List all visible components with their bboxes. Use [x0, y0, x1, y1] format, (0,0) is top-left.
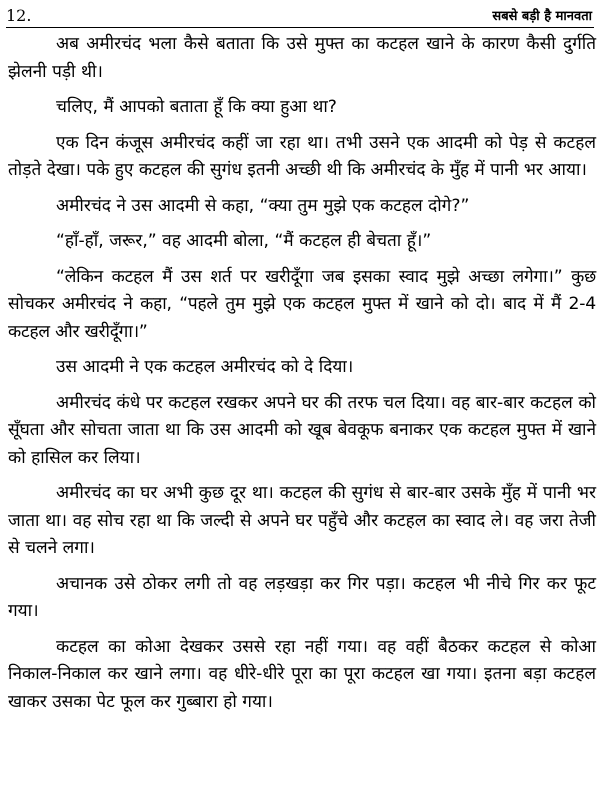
paragraph-2: चलिए, मैं आपको बताता हूँ कि क्या हुआ था?	[56, 97, 337, 117]
paragraph-6: “लेकिन कटहल मैं उस शर्त पर खरीदूँगा जब इसका स्वाद मुझे अच्छा लगेगा।” कुछ सोचकर अमीरचंद ने कहा, “पहले तुम मुझे एक कटहल मुफ्त में खाने को दो। बाद में मैं 2-4 कटहल और खरीदूँगा।”	[8, 266, 596, 342]
paragraph-1: अब अमीरचंद भला कैसे बताता कि उसे मुफ्त का कटहल खाने के कारण कैसी दुर्गति झेलनी पड़ी थी।	[8, 34, 596, 82]
header-rule	[6, 27, 594, 28]
paragraph-5: “हाँ-हाँ, जरूर,” वह आदमी बोला, “मैं कटहल ही बेचता हूँ।”	[56, 231, 432, 251]
paragraph-9: अमीरचंद का घर अभी कुछ दूर था। कटहल की सुगंध से बार-बार उसके मुँह में पानी भर जाता था। वह सोच रहा था कि जल्दी से अपने घर पहुँचे और कटहल का स्वाद ले। वह जरा तेजी से चलने लगा।	[8, 483, 596, 558]
paragraph-3: एक दिन कंजूस अमीरचंद कहीं जा रहा था। तभी उसने एक आदमी को पेड़ से कटहल तोड़ते देखा। पके हुए कटहल की सुगंध इतनी अच्छी थी कि अमीरचंद के मुँह में पानी भर आया।	[8, 132, 596, 180]
paragraph-7: उस आदमी ने एक कटहल अमीरचंद को दे दिया।	[56, 357, 354, 377]
paragraph-11: कटहल का कोआ देखकर उससे रहा नहीं गया। वह वहीं बैठकर कटहल से कोआ निकाल-निकाल कर खाने लगा। वह धीरे-धीरे पूरा का पूरा कटहल खा गया। इतना बड़ा कटहल खाकर उसका पेट फूल कर गुब्बारा हो गया।	[8, 636, 596, 712]
page-number: 12.	[6, 6, 32, 25]
body-text	[8, 31, 596, 724]
paragraph-8: अमीरचंद कंधे पर कटहल रखकर अपने घर की तरफ चल दिया। वह बार-बार कटहल को सूँघता और सोचता जाता था कि उस आदमी को खूब बेवकूफ बनाकर एक कटहल मुफ्त में खाने को हासिल कर लिया।	[8, 392, 596, 468]
paragraph-10: अचानक उसे ठोकर लगी तो वह लड़खड़ा कर गिर पड़ा। कटहल भी नीचे गिर कर फूट गया।	[8, 573, 596, 621]
page-header	[0, 0, 600, 32]
paragraph-4: अमीरचंद ने उस आदमी से कहा, “क्या तुम मुझे एक कटहल दोगे?”	[56, 195, 470, 216]
running-title: सबसे बड़ी है मानवता	[492, 9, 592, 24]
